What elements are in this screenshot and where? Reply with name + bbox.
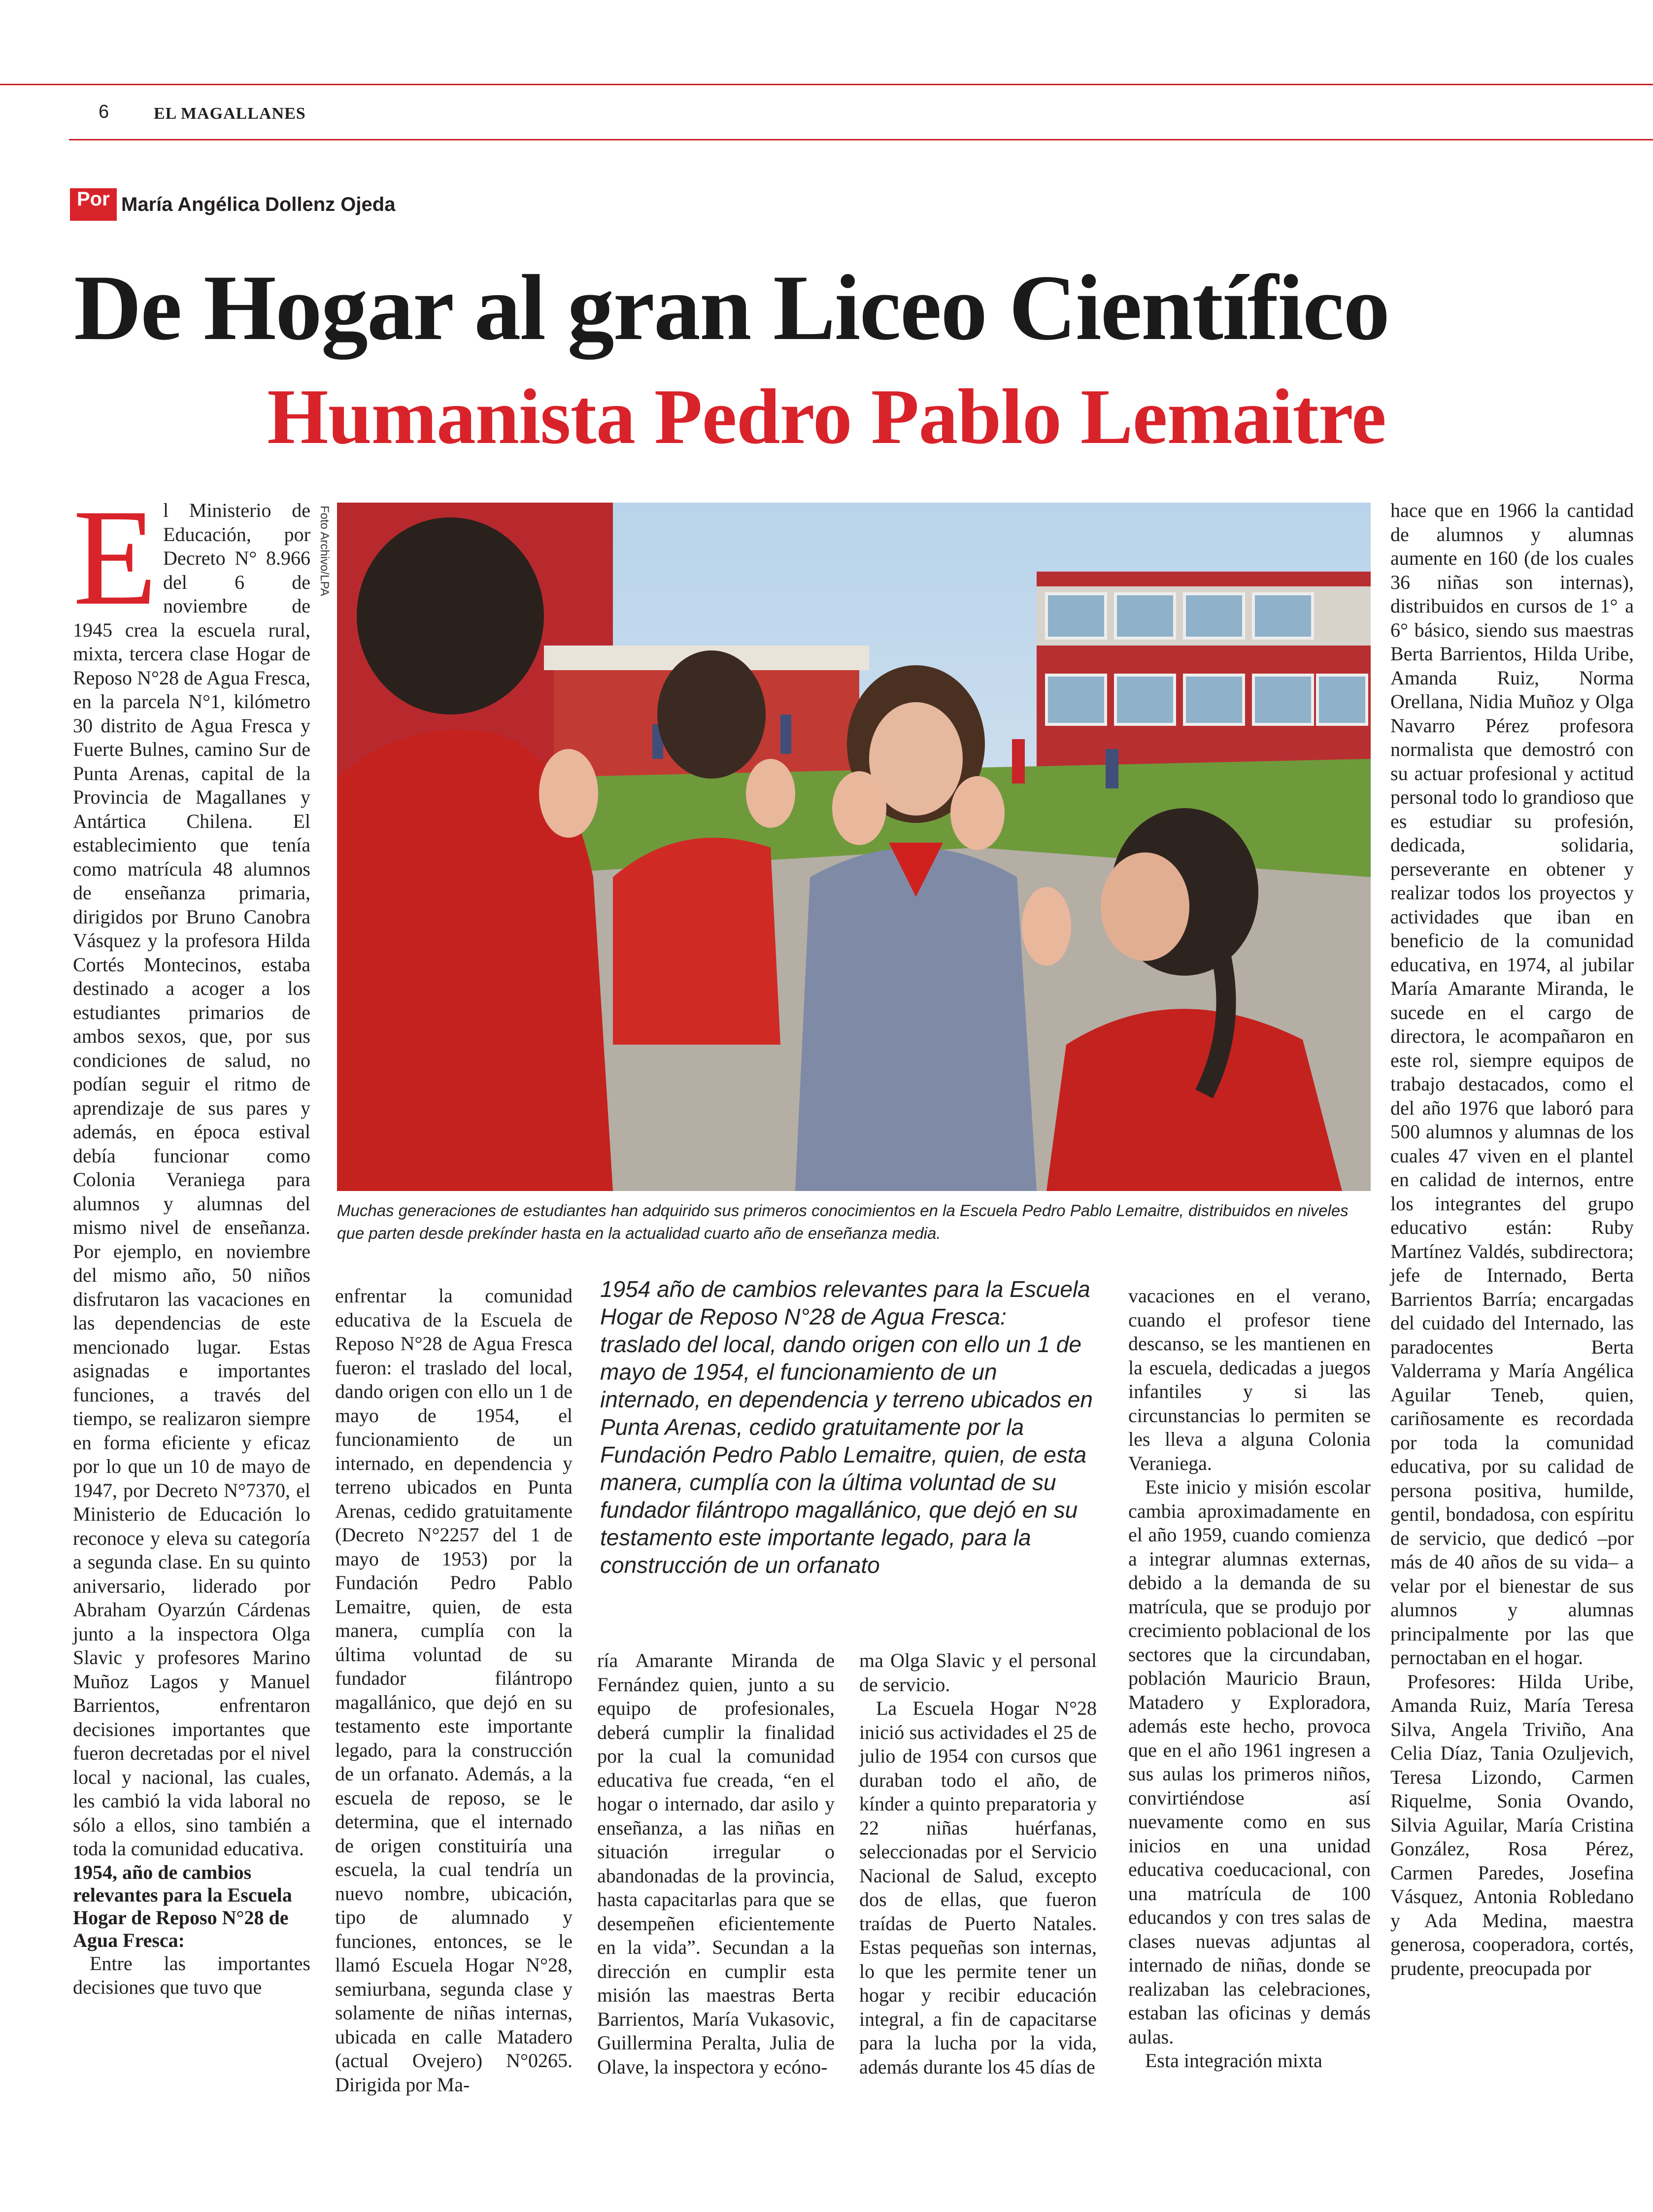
article-photo — [337, 503, 1371, 1191]
headline-line1: De Hogar al gran Liceo Científico — [74, 256, 1389, 360]
top-rule — [0, 84, 1653, 85]
byline-author: María Angélica Dollenz Ojeda — [121, 194, 396, 215]
headline-line2: Humanista Pedro Pablo Lemaitre — [267, 373, 1386, 460]
masthead: EL MAGALLANES — [154, 104, 306, 123]
header-rule — [69, 139, 1653, 140]
photo-credit: Foto Archivo/LPA — [318, 506, 331, 596]
col1-paragraph-2: Entre las importantes decisiones que tuvo que — [73, 1952, 310, 1998]
column-5 — [1128, 1284, 1371, 2073]
col6-paragraph: hace que en 1966 la cantidad de alumnos y alumnas aumente en 160 (de los cuales 36 niñas son internas), distribuidos en cursos de 1° a 6° básico, siendo sus maestras Berta Barrientos, Hilda Uribe, Amanda Ruiz, Norma Orellana, Nidia Muñoz y Olga Navarro Pérez profesora normalista que demostró con su actuar profesional y actitud personal todo lo grandioso que es estudiar su profesión, dedicada, solidaria, perseverante en obtener y realizar todos los proyectos y actividades que iban en beneficio de la comunidad educativa, en 1974, al jubilar María Amarante Miranda, le sucede en el cargo de directora, le acompañaron en este rol, siempre equipos de trabajo destacados, como el del año 1976 que laboró para 500 alumnos y alumnas de los cuales 47 viven en el plantel en calidad de internos, entre los integrantes del grupo educativo están: Ruby Martínez Valdés, subdirectora; jefe de Internado, Berta Barrientos Barría; encargadas del cuidado del Internado, las paradocentes Berta Valderrama y María Angélica Aguilar Teneb, quien, cariñosamente es recordada por toda la comunidad educativa, por su calidad de persona positiva, humilde, gentil, bondadosa, con espíritu de servicio, que dedicó –por más de 40 años de su vida– a velar por el bienestar de sus alumnos y alumnas principalmente por las que pernoctaban en el hogar. — [1390, 499, 1634, 1668]
pull-quote: 1954 año de cambios relevantes para la Escuela Hogar de Reposo N°28 de Agua Fresca: traslado del local, dando origen con ello un 1 de mayo de 1954, el funcionamiento de un internado, en dependencia y terreno ubicados en Punta Arenas, cedido gratuitamente por la Fundación Pedro Pablo Lemaitre, quien, de esta manera, cumplía con la última voluntad de su fundador filántropo magallánico, que dejó en su testamento este importante legado, para la construcción de un orfanato — [600, 1276, 1093, 1578]
column-6 — [1390, 499, 1634, 1980]
column-1 — [73, 480, 310, 2000]
col1-paragraph: l Ministerio de Educación, por Decreto N° 8.966 del 6 de noviembre de 1945 crea la escuela rural, mixta, tercera clase Hogar de Reposo N°28 de Agua Fresca, en la parcela N°1, kilómetro 30 distrito de Agua Fresca y Fuerte Bulnes, camino Sur de Punta Arenas, capital de la Provincia de Magallanes y Antártica Chilena. El establecimiento que tenía como matrícula 48 alumnos de enseñanza primaria, dirigidos por Bruno Canobra Vásquez y la profesora Hilda Cortés Montecinos, estaba destinado a acoger a los estudiantes primarios de ambos sexos, que, por sus condiciones de salud, no podían seguir el ritmo de aprendizaje de sus pares y además, en época estival debía funcionar como Colonia Veraniega para alumnos y alumnas del mismo nivel de enseñanza. Por ejemplo, en noviembre del mismo año, 50 niños disfrutaron las vacaciones en las dependencias de este mencionado lugar. Estas asignadas e importantes funciones, a través del tiempo, se realizaron siempre en forma eficiente y eficaz por lo que un 10 de mayo de 1947, por Decreto N°7370, el Ministerio de Educación lo reconoce y eleva su categoría a segunda clase. En su quinto aniversario, liderado por Abraham Oyarzún Cárdenas junto a la inspectora Olga Slavic y profesores Marino Muñoz Lagos y Manuel Barrientos, enfrentaron decisiones importantes que fueron decretadas por el nivel local y nacional, las cuales, les cambió la vida laboral no sólo a ellos, sino también a toda la comunidad educativa. — [73, 499, 310, 1860]
byline-tag: Por — [70, 188, 117, 221]
col2-paragraph: enfrentar la comunidad educativa de la Escuela de Reposo N°28 de Agua Fresca fueron: el traslado del local, dando origen con ello un 1 de mayo de 1954, el funcionamiento de un internado, en dependencia y terreno ubicados en Punta Arenas, cedido gratuitamente (Decreto N°2257 del 1 de mayo de 1953) por la Fundación Pedro Pablo Lemaitre, quien, de esta manera, cumplía con la última voluntad de su fundador filántropo magallánico, que dejó en su testamento este importante legado, para la construcción de un orfanato. Además, a la escuela de reposo, se le determina, que el internado de origen constituiría una escuela, la cual tendría un nuevo nombre, ubicación, tipo de alumnado y funciones, entonces, se le llamó Escuela Hogar N°28, semiurbana, segunda clase y solamente de niñas internas, ubicada en calle Matadero (actual Ovejero) N°0265. Dirigida por Ma- — [335, 1285, 573, 2096]
col4-paragraph-2: La Escuela Hogar N°28 inició sus actividades el 25 de julio de 1954 con cursos que duraban todo el año, de kínder a quinto preparatoria y 22 niñas huérfanas, seleccionadas por el Servicio Nacional de Salud, excepto dos de ellas, que fueron traídas de Puerto Natales. Estas pequeñas son internas, lo que les permite tener un hogar y recibir educación integral, a fin de capacitarse para la lucha por la vida, además durante los 45 días de — [859, 1697, 1097, 2078]
schoolyard-photo-illustration — [337, 503, 1371, 1191]
col4-paragraph: ma Olga Slavic y el personal de servicio. — [859, 1649, 1097, 1696]
column-4 — [859, 1649, 1097, 2079]
column-3 — [597, 1649, 835, 2079]
page-number: 6 — [99, 102, 109, 122]
col6-paragraph-2: Profesores: Hilda Uribe, Amanda Ruiz, María Teresa Silva, Angela Triviño, Ana Celia Díaz, Tania Ozuljevich, Teresa Lizondo, Carmen Riquelme, Sonia Ovando, Silvia Aguilar, María Cristina González, Rosa Pérez, Carmen Paredes, Josefina Vásquez, Antonia Robledano y Ada Medina, maestra generosa, cooperadora, cortés, prudente, preocupada por — [1390, 1670, 1634, 1979]
col3-paragraph: ría Amarante Miranda de Fernández quien, junto a su equipo de profesionales, deberá cumplir la finalidad por la cual la comunidad educativa fue creada, “en el hogar o internado, dar asilo y enseñanza, a las niñas en situación irregular o abandonadas de la provincia, hasta capacitarlas para que se desempeñen eficientemente en la vida”. Secundan a la dirección en cumplir esta misión las maestras Berta Barrientos, María Vukasovic, Guillermina Peralta, Julia de Olave, la inspectora y ecóno- — [597, 1649, 835, 2078]
col5-paragraph-2: Este inicio y misión escolar cambia aproximadamente en el año 1959, cuando comienza a integrar alumnas externas, debido a la demanda de su matrícula, que se produjo por crecimiento poblacional de los sectores que la circundaban, población Mauricio Braun, Matadero y Exploradora, además este hecho, provoca que en el año 1961 ingresen a sus aulas los primeros niños, convirtiéndose así nuevamente como en sus inicios en una unidad educativa coeducacional, con una matrícula de 100 educandos y con tres salas de clases nuevas adjuntas al internado de niñas, donde se realizaban las celebraciones, estaban las oficinas y demás aulas. — [1128, 1476, 1371, 2048]
col1-subhead: 1954, año de cambios relevantes para la Escuela Hogar de Reposo N°28 de Agua Fresca: — [73, 1861, 292, 1951]
drop-cap: E — [73, 480, 158, 634]
photo-caption: Muchas generaciones de estudiantes han adquirido sus primeros conocimientos en la Escuela Pedro Pablo Lemaitre, distribuidos en niveles que parten desde prekínder hasta en la actualidad cuarto año de enseñanza media. — [337, 1201, 1349, 1242]
col5-paragraph-3: Esta integración mixta — [1145, 2049, 1322, 2072]
column-2 — [335, 1284, 573, 2097]
col5-paragraph: vacaciones en el verano, cuando el profesor tiene descanso, se les mantienen en la escuela, dedicadas a juegos infantiles y si las circunstancias lo permiten se les lleva a alguna Colonia Veraniega. — [1128, 1285, 1371, 1474]
